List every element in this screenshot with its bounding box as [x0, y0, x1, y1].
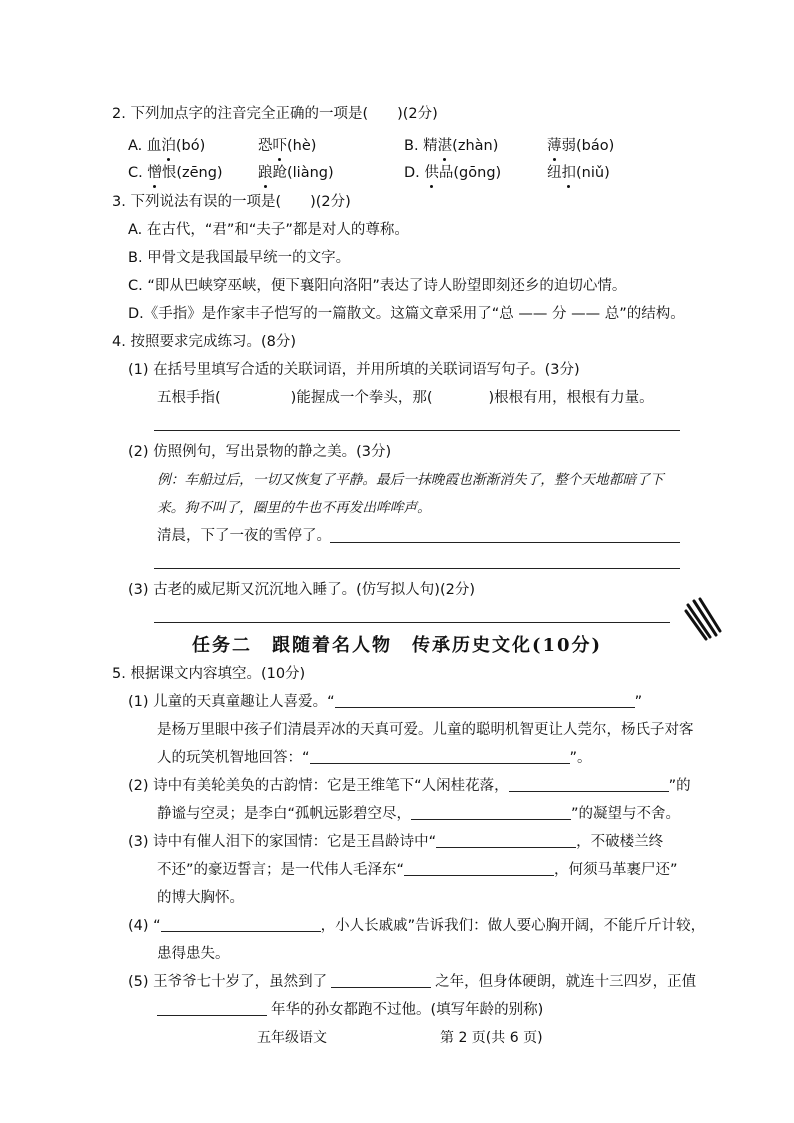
- option-text: 恐: [258, 138, 273, 154]
- sentence-text: )根根有用，根根有力量。: [488, 390, 654, 406]
- q3-stem: 3. 下列说法有误的一项是( )(2分): [112, 194, 351, 210]
- q4-stem: 4. 按照要求完成练习。(8分): [112, 334, 296, 350]
- item-text: (5) 王爷爷七十岁了，虽然到了: [128, 974, 328, 990]
- fill-blank[interactable]: [404, 860, 554, 876]
- dotted-char: 吓: [272, 138, 287, 154]
- pinyin: (zhàn): [452, 138, 499, 154]
- item-text: ，不破楼兰终: [576, 834, 664, 850]
- item-text: ”。: [569, 750, 592, 766]
- answer-line[interactable]: [330, 542, 680, 543]
- item-text: ，小人长戚戚”告诉我们：做人要心胸开阔，不能斤斤计较，: [320, 918, 706, 934]
- q4-part1-prompt: (1) 在括号里填写合适的关联词语，并用所填的关联词语写句子。(3分): [128, 362, 580, 378]
- footer-page-number: 第 2 页(共 6 页): [440, 1030, 543, 1046]
- q2-option-d1: [404, 163, 501, 183]
- fill-blank[interactable]: [436, 832, 576, 848]
- q2-option-b2: [547, 136, 614, 156]
- q3-option-d: D.《手指》是作家丰子恺写的一篇散文。这篇文章采用了“总 —— 分 —— 总”的结构。: [128, 306, 685, 322]
- sentence-text: 五根手指(: [157, 390, 221, 406]
- q4-part2-prompt: (2) 仿照例句，写出景物的静之美。(3分): [128, 444, 392, 460]
- pinyin: 弱(báo): [561, 138, 615, 154]
- q4-part1-sentence: [157, 388, 654, 408]
- fill-blank[interactable]: [411, 804, 571, 820]
- option-text: 纽: [547, 165, 562, 181]
- q5-item1-line3: [157, 748, 592, 768]
- q3-option-c: C. “即从巴峡穿巫峡，便下襄阳向洛阳”表达了诗人盼望即刻还乡的迫切心情。: [128, 278, 627, 294]
- answer-line[interactable]: [154, 568, 680, 569]
- q5-item4-line2: 患得患失。: [157, 946, 230, 962]
- item-text: 静谧与空灵；是李白“孤帆远影碧空尽，: [157, 806, 412, 822]
- item-text: 之年，但身体硬朗，就连十三四岁，正值: [435, 974, 697, 990]
- section-title: 任务二 跟随着名人物 传承历史文化(10分): [191, 635, 603, 656]
- item-text: (4) “: [128, 918, 161, 934]
- item-text: ，何须马革裹尸还”: [554, 862, 678, 878]
- item-text: (1) 儿童的天真童趣让人喜爱。“: [128, 694, 335, 710]
- item-text: ”的: [668, 778, 691, 794]
- q2-option-c2: [258, 163, 334, 183]
- fill-blank[interactable]: [509, 776, 669, 792]
- item-text: 年华的孙女都跑不过他。(填写年龄的别称): [271, 1002, 544, 1018]
- option-text: C.: [128, 165, 148, 181]
- q5-item3-line2: [157, 860, 678, 880]
- q5-item5-line2: [157, 1000, 543, 1020]
- item-text: (2) 诗中有美轮美奂的古韵情：它是王维笔下“人闲桂花落，: [128, 778, 509, 794]
- item-text: 人的玩笑机智地回答：“: [157, 750, 310, 766]
- q4-example-line1: 例：车船过后，一切又恢复了平静。最后一抹晚霞也渐渐消失了，整个天地都暗了下: [157, 472, 664, 488]
- q4-part3-prompt: (3) 古老的威尼斯又沉沉地入睡了。(仿写拟人句)(2分): [128, 582, 475, 598]
- q2-stem: 2. 下列加点字的注音完全正确的一项是( )(2分): [112, 106, 438, 122]
- q2-option-d2: [547, 163, 610, 183]
- q5-item3-line1: [128, 832, 663, 852]
- q5-item1-line1: [128, 692, 642, 712]
- q3-option-b: B. 甲骨文是我国最早统一的文字。: [128, 250, 351, 266]
- sentence-text: )能握成一个拳头，那(: [290, 390, 433, 406]
- q5-stem: 5. 根据课文内容填空。(10分): [112, 666, 306, 682]
- q5-item3-line3: 的博大胸怀。: [157, 890, 244, 906]
- q2-option-a1: [128, 136, 205, 156]
- item-text: ”的凝望与不舍。: [571, 806, 681, 822]
- q4-part2-sentence: 清晨，下了一夜的雪停了。: [157, 528, 331, 544]
- pinyin: (bó): [175, 138, 206, 154]
- q3-option-a: A. 在古代，“君”和“夫子”都是对人的尊称。: [128, 222, 409, 238]
- fill-blank[interactable]: [335, 692, 635, 708]
- pinyin: 恨(zēng): [161, 165, 223, 181]
- dotted-char: 踉: [258, 165, 273, 181]
- pinyin: (hè): [287, 138, 317, 154]
- dotted-char: 薄: [547, 138, 562, 154]
- item-text: ”: [634, 694, 643, 710]
- pinyin: 跄(liàng): [272, 165, 334, 181]
- answer-line[interactable]: [154, 430, 680, 431]
- option-text: D.: [404, 165, 425, 181]
- fill-blank[interactable]: [161, 916, 321, 932]
- option-text: A. 血: [128, 138, 162, 154]
- dotted-char: 湛: [437, 138, 453, 154]
- q5-item5-line1: [128, 972, 696, 992]
- item-text: (3) 诗中有催人泪下的家国情：它是王昌龄诗中“: [128, 834, 437, 850]
- q5-item2-line1: [128, 776, 691, 796]
- q2-option-c1: [128, 163, 223, 183]
- q5-item1-line2: 是杨万里眼中孩子们清晨弄冰的天真可爱。儿童的聪明机智更让人莞尔，杨氏子对客: [157, 722, 694, 738]
- fill-blank[interactable]: [310, 748, 570, 764]
- pinyin: 品(gōng): [438, 165, 502, 181]
- answer-line[interactable]: [154, 622, 670, 623]
- pinyin: (niǔ): [576, 165, 610, 181]
- dotted-char: 扣: [561, 165, 576, 181]
- item-text: 不还”的豪迈誓言；是一代伟人毛泽东“: [157, 862, 405, 878]
- footer-subject: 五年级语文: [257, 1030, 327, 1046]
- q2-option-a2: [258, 136, 316, 156]
- option-text: B. 精: [404, 138, 438, 154]
- q5-item2-line2: [157, 804, 680, 824]
- dotted-char: 泊: [161, 138, 176, 154]
- dotted-char: 供: [424, 165, 439, 181]
- dotted-char: 憎: [147, 165, 162, 181]
- q5-item4-line1: [128, 916, 705, 936]
- fill-blank[interactable]: [157, 1000, 267, 1016]
- fill-blank[interactable]: [331, 972, 431, 988]
- q4-example-line2: 来。狗不叫了，圈里的牛也不再发出哞哞声。: [157, 500, 431, 516]
- q2-option-b1: [404, 136, 498, 156]
